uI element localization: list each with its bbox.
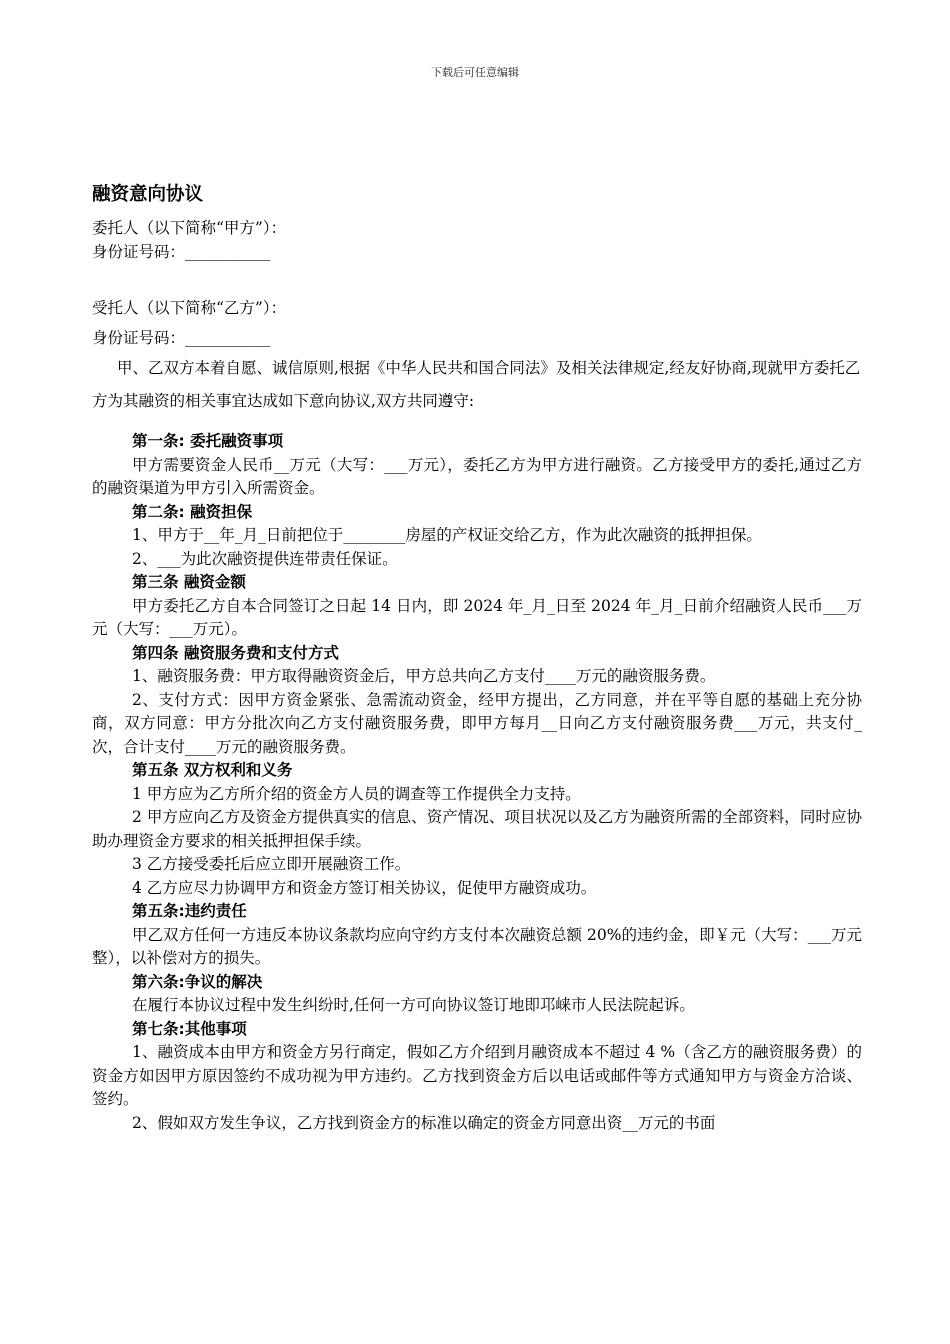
article-heading: 第六条:争议的解决 — [132, 972, 263, 991]
party-a-label: 委托人（以下简称“甲方”）： — [92, 219, 287, 237]
article-paragraph: 2、___为此次融资提供连带责任保证。 — [132, 549, 398, 568]
article-paragraph: 1 甲方应为乙方所介绍的资金方人员的调查等工作提供全力支持。 — [132, 784, 581, 803]
article-paragraph: 甲方需要资金人民币__万元（大写：___万元），委托乙方为甲方进行融资。乙方接受甲方的委托,通过乙方的融资渠道为甲方引入所需资金。 — [92, 455, 862, 497]
article-heading: 第五条:违约责任 — [132, 902, 247, 920]
article-heading: 第五条 双方权利和义务 — [132, 761, 293, 779]
intro-paragraph: 甲、乙双方本着自愿、诚信原则,根据《中华人民共和国合同法》及相关法律规定,经友好协商,现就甲方委托乙方为其融资的相关事宜达成如下意向协议,双方共同遵守: — [92, 359, 861, 410]
article-paragraph: 2 甲方应向乙方及资金方提供真实的信息、资产情况、项目状况以及乙方为融资所需的全部资料，同时应协助办理资金方要求的相关抵押担保手续。 — [92, 808, 862, 850]
article-paragraph: 1、融资成本由甲方和资金方另行商定，假如乙方介绍到月融资成本不超过 4 %（含乙方的融资服务费）的资金方如因甲方原因签约不成功视为甲方违约。乙方找到资金方后以电话或邮件等方式通知甲方与资金方洽谈、签约。 — [92, 1043, 862, 1108]
party-b-label: 受托人（以下简称“乙方”）： — [92, 299, 287, 317]
article-heading: 第二条: 融资担保 — [132, 502, 253, 521]
article-paragraph: 1、甲方于__年_月_日前把位于________房屋的产权证交给乙方，作为此次融资的抵押担保。 — [132, 526, 762, 544]
article-heading: 第三条 融资金额 — [132, 573, 246, 591]
article-paragraph: 2、假如双方发生争议，乙方找到资金方的标准以确定的资金方同意出资__万元的书面 — [132, 1113, 716, 1132]
party-b-id-line: 身份证号码：___________ — [92, 329, 271, 347]
article-paragraph: 2、支付方式：因甲方资金紧张、急需流动资金，经甲方提出，乙方同意，并在平等自愿的基础上充分协商，双方同意：甲方分批次向乙方支付融资服务费，即甲方每月__日向乙方支付融资服务费___万元，共支付_次，合计支付____万元的融资服务费。 — [92, 690, 862, 756]
article-paragraph: 甲乙双方任何一方违反本协议条款均应向守约方支付本次融资总额 20%的违约金，即￥元（大写：___万元整），以补偿对方的损失。 — [92, 925, 862, 967]
article-heading: 第一条: 委托融资事项 — [132, 432, 284, 450]
article-paragraph: 在履行本协议过程中发生纠纷时,任何一方可向协议签订地即邛崃市人民法院起诉。 — [132, 996, 695, 1014]
page-header: 下载后可任意编辑 — [431, 66, 519, 79]
party-a-id-line: 身份证号码：___________ — [92, 243, 271, 261]
article-heading: 第七条:其他事项 — [132, 1019, 247, 1038]
article-paragraph: 4 乙方应尽力协调甲方和资金方签订相关协议，促使甲方融资成功。 — [132, 878, 597, 897]
article-paragraph: 1、融资服务费：甲方取得融资资金后，甲方总共向乙方支付____万元的融资服务费。 — [132, 667, 716, 685]
article-heading: 第四条 融资服务费和支付方式 — [132, 643, 339, 662]
document-title: 融资意向协议 — [92, 184, 204, 205]
article-paragraph: 甲方委托乙方自本合同签订之日起 14 日内，即 2024 年_月_日至 2024 年_月_日前介绍融资人民币___万元（大写：___万元）。 — [92, 596, 862, 638]
document-body — [92, 182, 862, 1135]
article-paragraph: 3 乙方接受委托后应立即开展融资工作。 — [132, 855, 411, 873]
